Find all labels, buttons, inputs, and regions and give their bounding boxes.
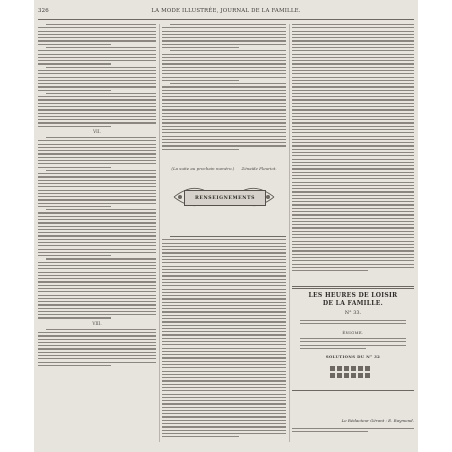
- editor-signature: Le Rédacteur Gérant : E. Raymond.: [341, 418, 414, 423]
- leisure-subtitle: DE LA FAMILLE.: [322, 300, 384, 307]
- middle-column-text: [162, 24, 286, 162]
- renseignements-title: RENSEIGNEMENTS: [184, 190, 266, 206]
- enigma-label: ÉNIGME.: [342, 330, 364, 335]
- section-number-2: VIII.: [92, 320, 102, 326]
- continuation-text: (La suite au prochain numéro.): [171, 166, 235, 171]
- author-name: Zénaïde Fleuriot.: [241, 166, 277, 171]
- publication-title: LA MODE ILLUSTRÉE, JOURNAL DE LA FAMILLE.: [151, 8, 301, 14]
- right-column-text: [292, 24, 414, 282]
- continuation-note: [162, 166, 286, 171]
- section-rule: [292, 288, 414, 289]
- newspaper-page: [34, 0, 418, 452]
- leisure-section: [292, 286, 414, 414]
- section-rule: [292, 286, 414, 287]
- renseignements-header: [164, 180, 284, 226]
- column-separator: [159, 24, 160, 442]
- column-separator: [289, 24, 290, 442]
- page-header: [38, 8, 414, 18]
- renseignements-text: [162, 236, 286, 442]
- issue-number: N° 33.: [344, 310, 362, 316]
- header-rule: [38, 19, 414, 20]
- solutions-label: SOLUTIONS DU N° 32: [325, 354, 381, 359]
- section-number: VII.: [93, 129, 101, 134]
- footer-imprint: [292, 428, 414, 434]
- page-number: 326: [38, 8, 49, 14]
- leisure-title: LES HEURES DE LOISIR: [308, 292, 398, 299]
- section-rule: [292, 390, 414, 391]
- solution-figure: [330, 364, 376, 380]
- leisure-intro-text: [300, 320, 406, 327]
- enigma-text: [300, 338, 406, 351]
- left-column-text: [38, 24, 156, 442]
